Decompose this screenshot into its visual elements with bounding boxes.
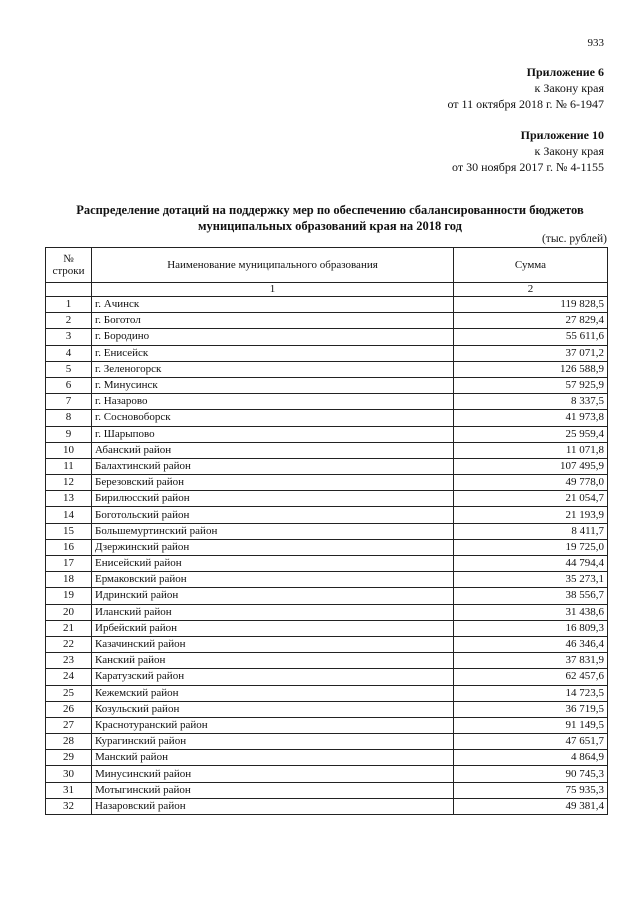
table-row [46,313,608,329]
sum-cell: 16 809,3 [454,620,608,636]
row-number-cell: 26 [46,701,92,717]
row-number-cell: 28 [46,734,92,750]
municipality-name-cell: Минусинский район [92,766,454,782]
sum-cell: 47 651,7 [454,734,608,750]
row-number-cell: 2 [46,313,92,329]
municipality-name-cell: Ирбейский район [92,620,454,636]
document-title-line-1: Распределение дотаций на поддержку мер по обеспечению сбалансированности бюджетов [76,203,584,217]
header-sum: Сумма [454,248,608,283]
sum-cell: 37 071,2 [454,345,608,361]
row-number-cell: 14 [46,507,92,523]
municipality-name-cell: г. Енисейск [92,345,454,361]
sum-cell: 62 457,6 [454,669,608,685]
table-row [46,556,608,572]
municipality-name-cell: Краснотуранский район [92,717,454,733]
sum-cell: 46 346,4 [454,636,608,652]
municipality-name-cell: Мотыгинский район [92,782,454,798]
municipality-name-cell: Козульский район [92,701,454,717]
sum-cell: 38 556,7 [454,588,608,604]
municipality-name-cell: Енисейский район [92,556,454,572]
row-number-cell: 18 [46,572,92,588]
appendix-6-title: Приложение 6 [526,65,604,79]
row-number-cell: 19 [46,588,92,604]
row-number-cell: 11 [46,458,92,474]
municipality-name-cell: Каратузский район [92,669,454,685]
municipality-name-cell: Казачинский район [92,636,454,652]
municipality-name-cell: Курагинский район [92,734,454,750]
row-number-cell: 12 [46,475,92,491]
table-row [46,717,608,733]
table-row [46,345,608,361]
column-number-row [46,283,608,297]
municipality-name-cell: Канский район [92,653,454,669]
municipality-name-cell: Кежемский район [92,685,454,701]
row-number-cell: 24 [46,669,92,685]
table-row [46,442,608,458]
page-number: 933 [587,37,604,49]
municipality-name-cell: г. Минусинск [92,377,454,393]
table-header-row [46,248,608,283]
table-row [46,734,608,750]
municipality-name-cell: Идринский район [92,588,454,604]
appendix-6-law-date: от 11 октября 2018 г. № 6-1947 [447,97,604,111]
sum-cell: 44 794,4 [454,556,608,572]
table-row [46,701,608,717]
table-row [46,377,608,393]
sum-cell: 27 829,4 [454,313,608,329]
sum-cell: 11 071,8 [454,442,608,458]
table-row [46,653,608,669]
row-number-cell: 3 [46,329,92,345]
header-number-sign: № [63,253,74,265]
table-row [46,297,608,313]
municipality-name-cell: г. Боготол [92,313,454,329]
sum-cell: 14 723,5 [454,685,608,701]
table-row [46,798,608,814]
sum-cell: 49 381,4 [454,798,608,814]
municipality-name-cell: Березовский район [92,475,454,491]
sum-cell: 25 959,4 [454,426,608,442]
table-row [46,636,608,652]
row-number-cell: 4 [46,345,92,361]
table-row [46,588,608,604]
appendix-10-title: Приложение 10 [520,128,604,142]
sum-cell: 4 864,9 [454,750,608,766]
sum-cell: 21 193,9 [454,507,608,523]
table-row [46,750,608,766]
municipality-name-cell: Ермаковский район [92,572,454,588]
row-number-cell: 10 [46,442,92,458]
sum-cell: 57 925,9 [454,377,608,393]
sum-cell: 107 495,9 [454,458,608,474]
sum-cell: 35 273,1 [454,572,608,588]
row-number-cell: 13 [46,491,92,507]
municipality-name-cell: г. Назарово [92,394,454,410]
row-number-cell: 30 [46,766,92,782]
header-row-number [46,248,92,283]
table-row [46,539,608,555]
table-row [46,410,608,426]
sum-cell: 90 745,3 [454,766,608,782]
table-row [46,523,608,539]
column-number-sum: 2 [454,283,608,297]
sum-cell: 8 337,5 [454,394,608,410]
municipality-name-cell: г. Ачинск [92,297,454,313]
row-number-cell: 6 [46,377,92,393]
municipality-name-cell: Иланский район [92,604,454,620]
municipality-name-cell: Абанский район [92,442,454,458]
municipality-name-cell: Бирилюсский район [92,491,454,507]
sum-cell: 37 831,9 [454,653,608,669]
row-number-cell: 7 [46,394,92,410]
units-label: (тыс. рублей) [541,233,607,245]
sum-cell: 55 611,6 [454,329,608,345]
header-municipality-name: Наименование муниципального образования [92,248,454,283]
sum-cell: 126 588,9 [454,361,608,377]
table-row [46,458,608,474]
appendix-10-law-label: к Закону края [534,144,604,158]
sum-cell: 119 828,5 [454,297,608,313]
sum-cell: 41 973,8 [454,410,608,426]
sum-cell: 31 438,6 [454,604,608,620]
sum-cell: 49 778,0 [454,475,608,491]
municipality-name-cell: г. Шарыпово [92,426,454,442]
table-row [46,507,608,523]
row-number-cell: 5 [46,361,92,377]
appendix-10-reference [452,127,604,175]
row-number-cell: 9 [46,426,92,442]
row-number-cell: 23 [46,653,92,669]
table-row [46,604,608,620]
table-row [46,491,608,507]
sum-cell: 75 935,3 [454,782,608,798]
municipality-name-cell: Дзержинский район [92,539,454,555]
table-row [46,620,608,636]
row-number-cell: 8 [46,410,92,426]
table-row [46,766,608,782]
appendix-10-law-date: от 30 ноября 2017 г. № 4-1155 [452,160,604,174]
row-number-cell: 31 [46,782,92,798]
column-number-name: 1 [92,283,454,297]
header-row-word: строки [52,265,85,277]
table-row [46,426,608,442]
sum-cell: 19 725,0 [454,539,608,555]
row-number-cell: 20 [46,604,92,620]
column-number-empty [46,283,92,297]
appendix-6-reference [447,64,604,112]
document-title-line-2: муниципальных образований края на 2018 год [198,219,462,233]
municipality-name-cell: Манский район [92,750,454,766]
document-title [40,202,620,234]
row-number-cell: 32 [46,798,92,814]
table-row [46,572,608,588]
municipality-name-cell: г. Бородино [92,329,454,345]
row-number-cell: 27 [46,717,92,733]
row-number-cell: 16 [46,539,92,555]
table-row [46,685,608,701]
table-row [46,782,608,798]
row-number-cell: 17 [46,556,92,572]
table-row [46,669,608,685]
row-number-cell: 21 [46,620,92,636]
sum-cell: 21 054,7 [454,491,608,507]
row-number-cell: 25 [46,685,92,701]
municipality-name-cell: г. Сосновоборск [92,410,454,426]
municipality-name-cell: Назаровский район [92,798,454,814]
subsidy-table [45,247,608,815]
table-row [46,394,608,410]
table-row [46,361,608,377]
table-row [46,475,608,491]
sum-cell: 8 411,7 [454,523,608,539]
table-row [46,329,608,345]
row-number-cell: 1 [46,297,92,313]
appendix-6-law-label: к Закону края [534,81,604,95]
row-number-cell: 29 [46,750,92,766]
municipality-name-cell: Балахтинский район [92,458,454,474]
sum-cell: 36 719,5 [454,701,608,717]
row-number-cell: 15 [46,523,92,539]
row-number-cell: 22 [46,636,92,652]
municipality-name-cell: г. Зеленогорск [92,361,454,377]
municipality-name-cell: Большемуртинский район [92,523,454,539]
sum-cell: 91 149,5 [454,717,608,733]
municipality-name-cell: Боготольский район [92,507,454,523]
